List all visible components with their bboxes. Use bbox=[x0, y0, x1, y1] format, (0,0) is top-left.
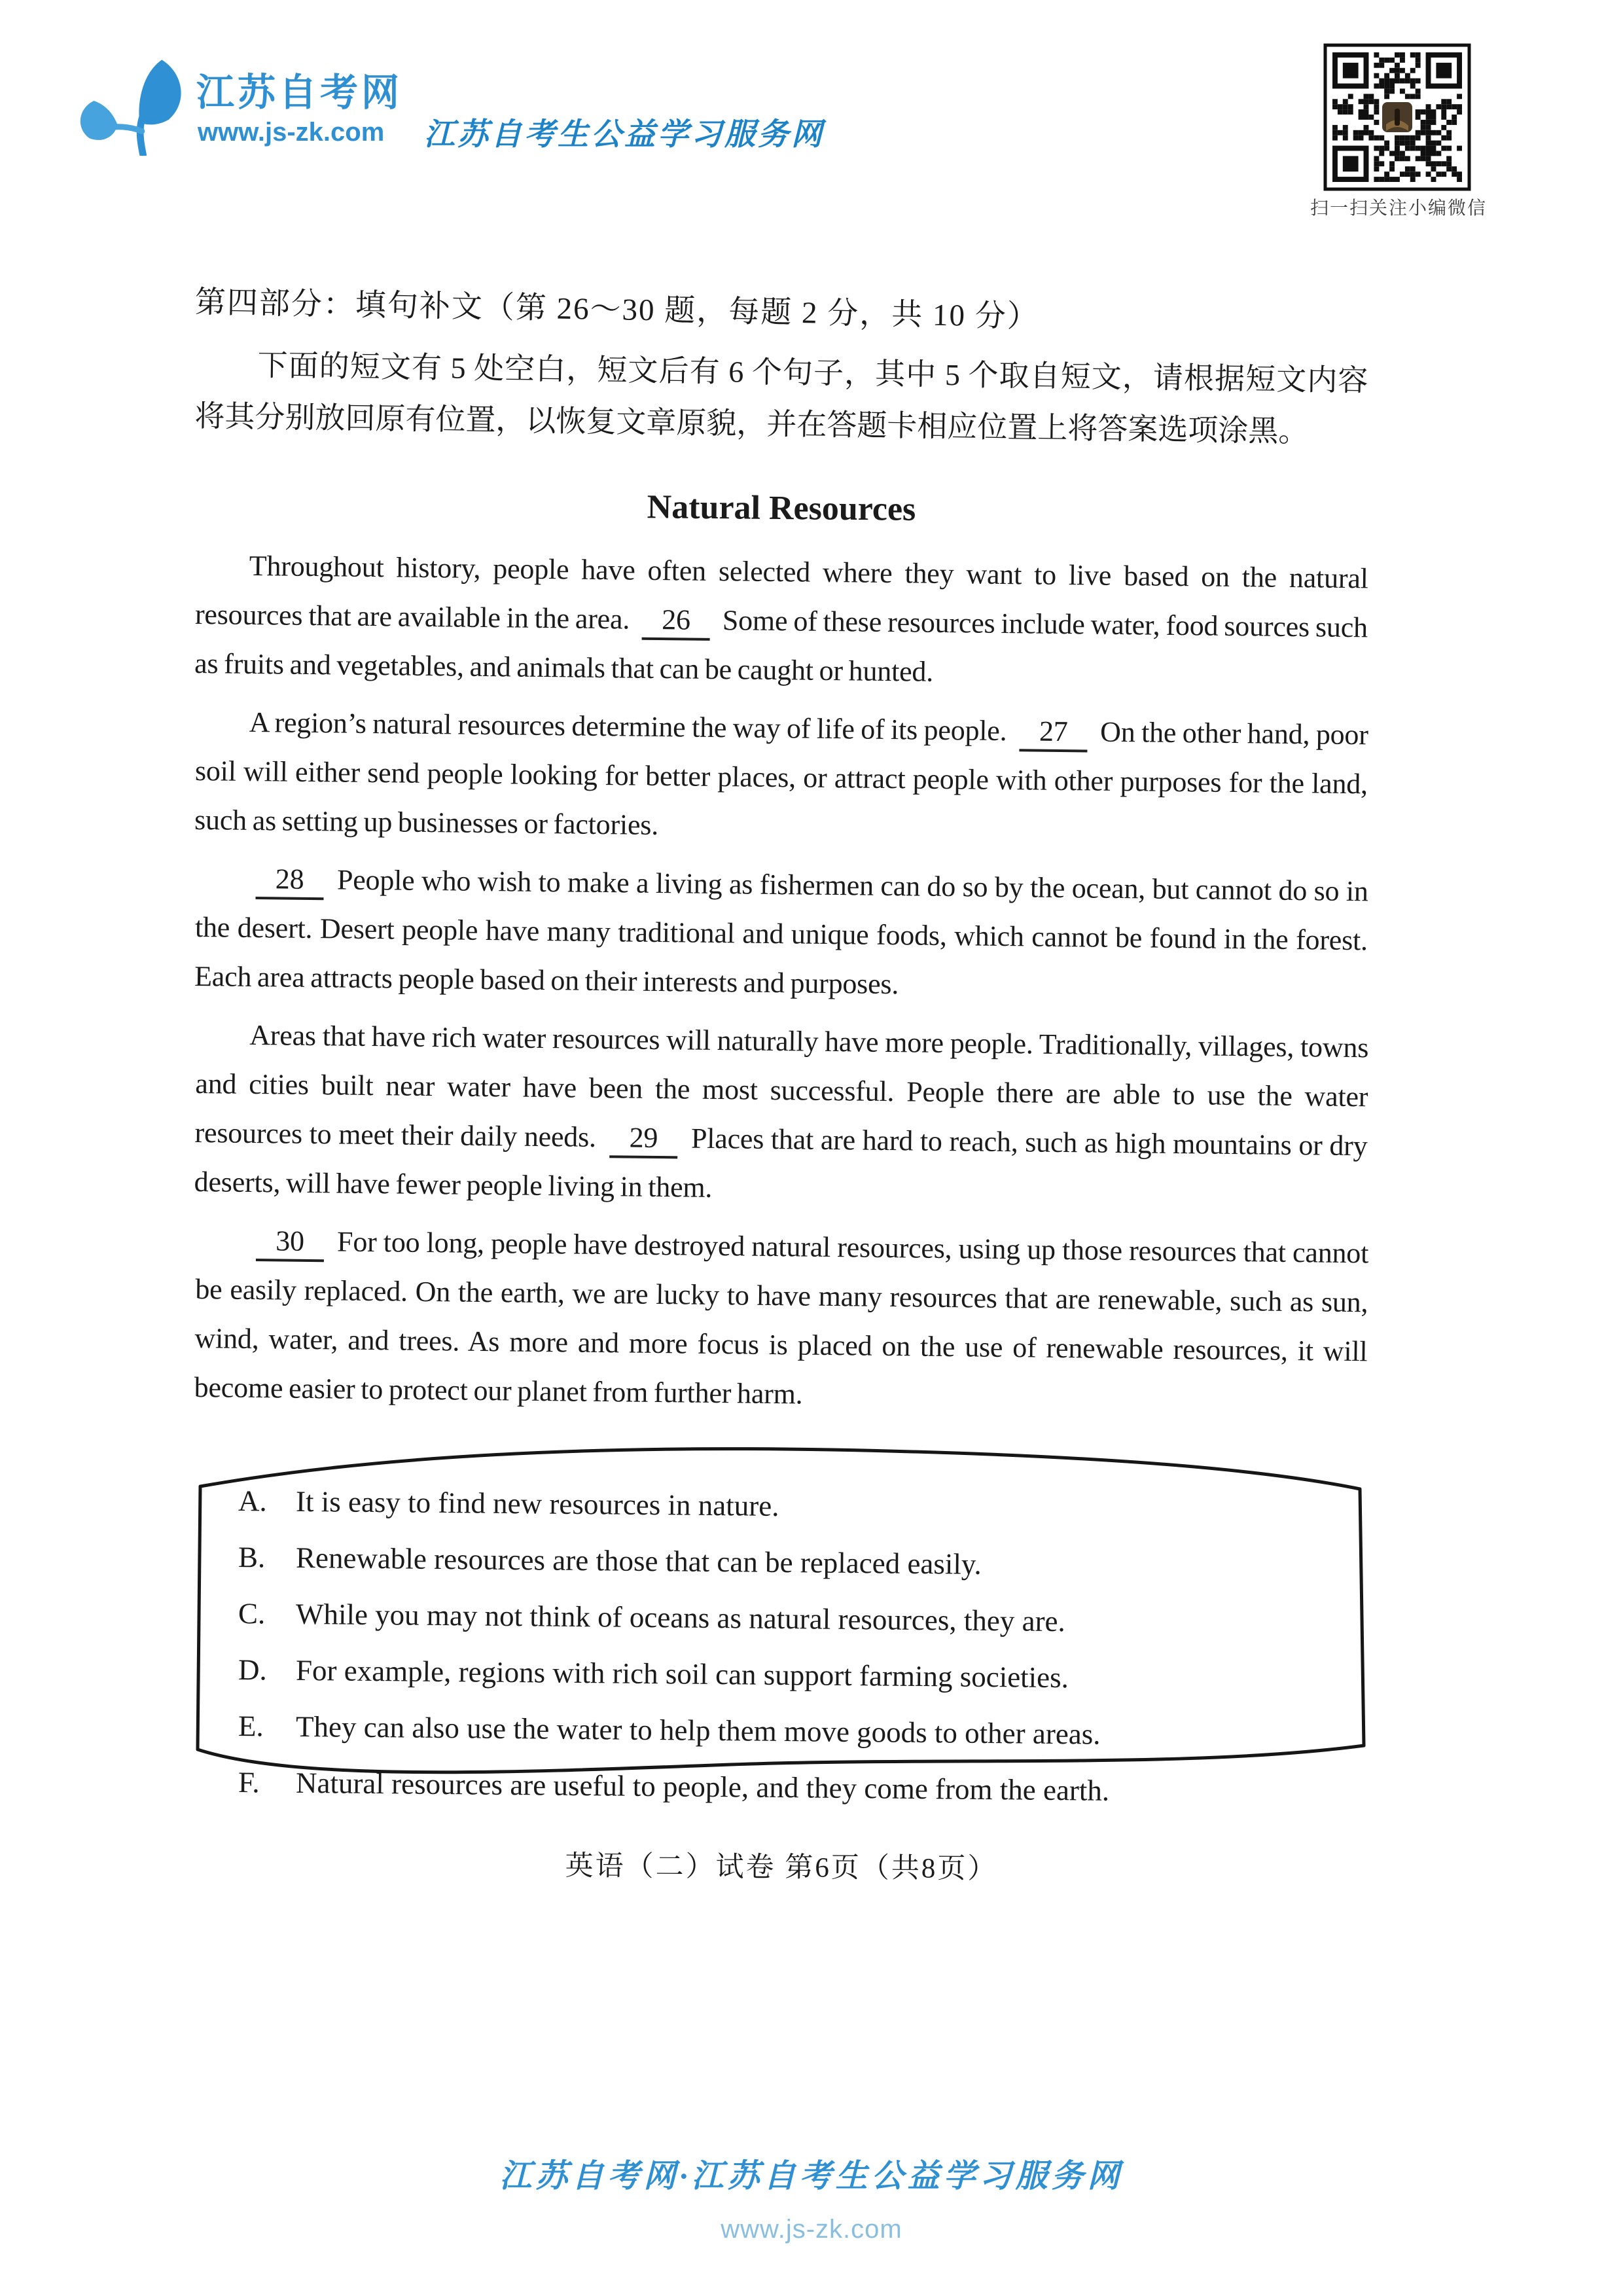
passage-paragraph-3: 28 People who wish to make a living as fishermen can do so by the ocean, but cannot do so in the desert. Desert people have many traditional and unique foods, which cannot be found in the forest. Each area attracts people based on their interests and purposes. bbox=[194, 863, 1369, 1001]
option-row-f bbox=[238, 1765, 1342, 1810]
passage-title: Natural Resources bbox=[647, 488, 916, 528]
option-text: While you may not think of oceans as natural resources, they are. bbox=[295, 1597, 1066, 1638]
answer-blank-26: 26 bbox=[642, 605, 710, 641]
option-letter: B. bbox=[238, 1541, 266, 1574]
option-row-c bbox=[238, 1596, 1342, 1641]
option-letter: E. bbox=[238, 1710, 264, 1743]
footer-site-line: 江苏自考网·江苏自考生公益学习服务网 bbox=[499, 2158, 1124, 2194]
passage-paragraph-4: Areas that have rich water resources will naturally have more people. Traditionally, villages, towns and cities built near water have been the most successful. People there are able to use the water resources to meet their daily needs. 29 Places that are hard to reach, such as high mountains or dry deserts, will have fewer people living in them. bbox=[194, 1018, 1369, 1204]
passage-paragraph-5: 30 For too long, people have destroyed natural resources, using up those resources that cannot be easily replaced. On the earth, we are lucky to have many resources that are renewable, such as sun, wind, water, and trees. As more and more focus is placed on the use of renewable resources, it will become easier to protect our planet from further harm. bbox=[194, 1225, 1369, 1410]
site-tagline: 江苏自考生公益学习服务网 bbox=[424, 118, 825, 152]
logo-sprout-icon bbox=[72, 56, 193, 156]
option-letter: D. bbox=[238, 1653, 267, 1687]
option-row-e bbox=[238, 1709, 1342, 1754]
option-row-d bbox=[238, 1653, 1342, 1698]
qr-code bbox=[1323, 43, 1471, 191]
exam-content bbox=[195, 278, 1368, 1885]
site-name: 江苏自考网 bbox=[196, 71, 403, 114]
footer-site-url: www.js-zk.com bbox=[721, 2215, 902, 2244]
answer-blank-29: 29 bbox=[609, 1122, 677, 1158]
option-text: Renewable resources are those that can be replaced easily. bbox=[295, 1541, 982, 1581]
qr-caption: 扫一扫关注小编微信 bbox=[1310, 198, 1487, 218]
option-text: For example, regions with rich soil can support farming societies. bbox=[295, 1653, 1069, 1695]
site-url: www.js-zk.com bbox=[198, 118, 385, 147]
option-text: They can also use the water to help them move goods to other areas. bbox=[295, 1710, 1101, 1751]
section-instructions: 下面的短文有 5 处空白，短文后有 6 个句子，其中 5 个取自短文，请根据短文内容将其分别放回原有位置，以恢复文章原貌，并在答题卡相应位置上将答案选项涂黑。 bbox=[194, 348, 1368, 448]
section-heading: 第四部分：填句补文（第 26～30 题，每题 2 分，共 10 分） bbox=[194, 285, 1040, 334]
option-text: It is easy to find new resources in nature. bbox=[295, 1484, 779, 1522]
option-letter: F. bbox=[238, 1766, 260, 1799]
option-text: Natural resources are useful to people, and they come from the earth. bbox=[295, 1766, 1110, 1807]
option-row-b bbox=[238, 1540, 1342, 1585]
qr-code-image bbox=[1323, 43, 1471, 191]
answer-blank-28: 28 bbox=[255, 864, 323, 900]
passage-paragraph-2: A region’s natural resources determine the way of life of its people. 27 On the other hand, poor soil will either send people looking for better places, or attract people with other purposes for the land, such as setting up businesses or factories. bbox=[194, 706, 1368, 842]
answer-blank-30: 30 bbox=[256, 1226, 324, 1262]
option-letter: C. bbox=[238, 1597, 266, 1630]
option-row-a bbox=[238, 1484, 1342, 1529]
option-letter: A. bbox=[238, 1484, 267, 1518]
passage-paragraph-1: Throughout history, people have often selected where they want to live based on the natural resources that are available in the area. 26 Some of these resources include water, food sources such as fruits and vegetables, and animals that can be caught or hunted. bbox=[194, 549, 1369, 688]
answer-blank-27: 27 bbox=[1020, 716, 1088, 752]
options-box bbox=[195, 1442, 1368, 1836]
page-number-line: 英语（二）试卷 第6页（共8页） bbox=[565, 1850, 998, 1885]
